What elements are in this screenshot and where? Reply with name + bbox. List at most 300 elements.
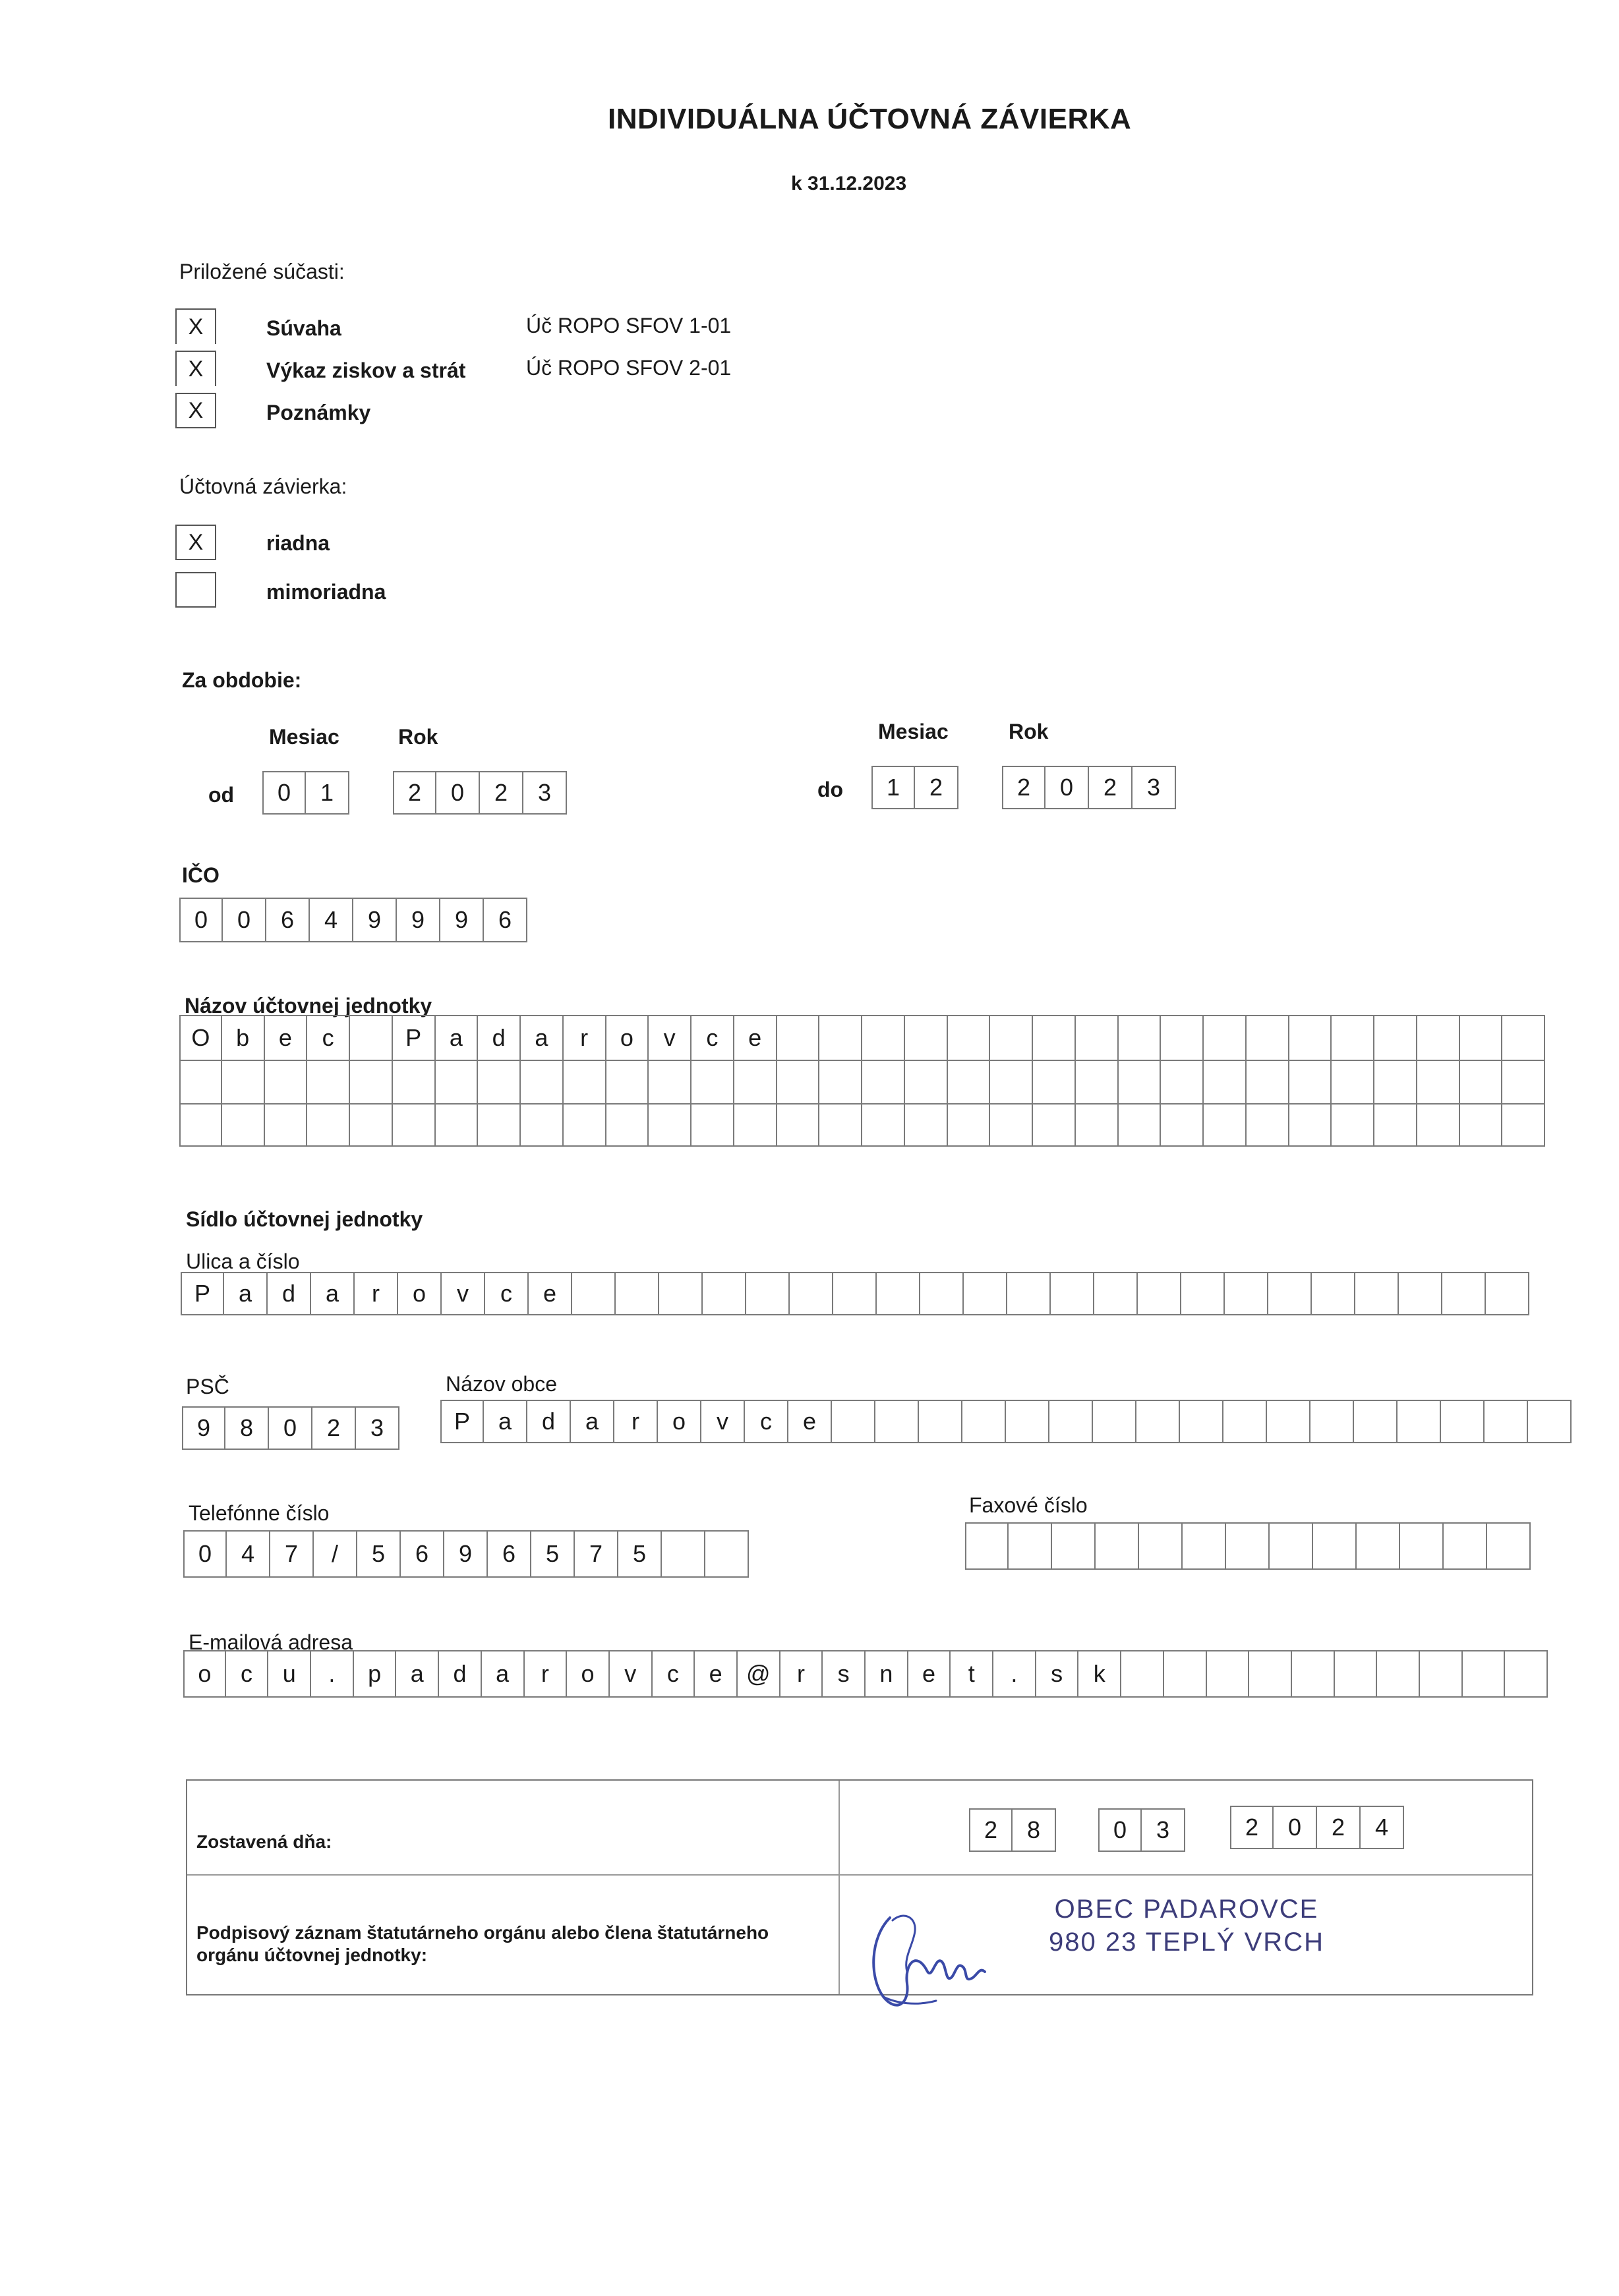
char-box[interactable]	[1161, 1105, 1204, 1147]
char-box[interactable]: u	[268, 1650, 311, 1698]
char-box[interactable]: 3	[1142, 1808, 1185, 1852]
attachments-label: Priložené súčasti:	[179, 260, 345, 283]
char-box[interactable]	[1417, 1061, 1460, 1105]
char-box[interactable]: r	[525, 1650, 568, 1698]
char-box[interactable]	[1289, 1015, 1332, 1061]
char-box[interactable]: P	[181, 1272, 224, 1315]
char-box[interactable]	[1136, 1400, 1180, 1443]
street-boxes[interactable]	[181, 1272, 1529, 1315]
char-box[interactable]	[1033, 1015, 1076, 1061]
char-box[interactable]: 9	[444, 1530, 488, 1578]
char-box[interactable]: 2	[1230, 1806, 1274, 1849]
char-box[interactable]	[948, 1061, 991, 1105]
char-box[interactable]	[777, 1105, 820, 1147]
char-box[interactable]	[1007, 1272, 1051, 1315]
char-box[interactable]	[1332, 1061, 1374, 1105]
char-box[interactable]	[1460, 1015, 1503, 1061]
char-box[interactable]	[1400, 1522, 1444, 1570]
char-box[interactable]	[1207, 1650, 1250, 1698]
char-box[interactable]	[1502, 1015, 1545, 1061]
char-box[interactable]: 0	[1274, 1806, 1317, 1849]
attachment-label-suvaha: Súvaha	[266, 316, 341, 340]
char-box[interactable]	[1076, 1105, 1119, 1147]
char-box[interactable]	[1181, 1272, 1225, 1315]
char-box[interactable]: o	[606, 1015, 649, 1061]
ico-boxes[interactable]	[179, 898, 527, 942]
char-box[interactable]: 0	[436, 771, 480, 815]
char-box[interactable]: e	[529, 1272, 572, 1315]
char-box[interactable]	[649, 1105, 692, 1147]
char-box[interactable]: a	[521, 1015, 564, 1061]
char-box[interactable]: a	[571, 1400, 614, 1443]
char-box[interactable]: 9	[440, 898, 484, 942]
attachment-code-suvaha: Úč ROPO SFOV 1-01	[526, 314, 732, 337]
period-from-year-boxes[interactable]	[393, 771, 567, 815]
char-box[interactable]: v	[610, 1650, 653, 1698]
char-box[interactable]	[862, 1061, 905, 1105]
char-box[interactable]	[1463, 1650, 1506, 1698]
signature-table-column-divider	[839, 1781, 840, 1994]
char-box[interactable]: 0	[183, 1530, 227, 1578]
char-box[interactable]: 2	[393, 771, 436, 815]
entity-name-row-2[interactable]	[179, 1061, 1545, 1105]
char-box[interactable]	[1204, 1015, 1247, 1061]
char-box[interactable]: t	[951, 1650, 993, 1698]
handwritten-signature	[864, 1898, 995, 2023]
period-to-year-boxes[interactable]	[1002, 766, 1176, 809]
char-box[interactable]	[1049, 1400, 1093, 1443]
char-box[interactable]	[1312, 1272, 1355, 1315]
char-box[interactable]	[790, 1272, 833, 1315]
char-box[interactable]	[521, 1061, 564, 1105]
char-box[interactable]	[478, 1105, 521, 1147]
char-box[interactable]: 8	[1013, 1808, 1056, 1852]
char-box[interactable]: 0	[223, 898, 266, 942]
entity-name-row-3[interactable]	[179, 1105, 1545, 1147]
char-box[interactable]	[1332, 1015, 1374, 1061]
char-box[interactable]: r	[355, 1272, 398, 1315]
char-box[interactable]: 3	[356, 1406, 399, 1450]
char-box[interactable]	[1161, 1061, 1204, 1105]
statement-type-label: Účtovná závierka:	[179, 474, 347, 498]
char-box[interactable]: r	[614, 1400, 658, 1443]
signature-label: Podpisový záznam štatutárneho orgánu alebo člena štatutárneho orgánu účtovnej jednotky:	[196, 1922, 769, 1965]
char-box[interactable]	[222, 1105, 265, 1147]
compiled-year-boxes[interactable]	[1230, 1806, 1404, 1849]
char-box[interactable]	[1051, 1272, 1094, 1315]
char-box[interactable]	[307, 1105, 350, 1147]
char-box[interactable]	[265, 1061, 308, 1105]
document-title: INDIVIDUÁLNA ÚČTOVNÁ ZÁVIERKA	[608, 103, 1132, 135]
char-box[interactable]: c	[485, 1272, 529, 1315]
char-box[interactable]	[1180, 1400, 1223, 1443]
char-box[interactable]	[1487, 1522, 1531, 1570]
char-box[interactable]	[948, 1105, 991, 1147]
char-box[interactable]	[521, 1105, 564, 1147]
char-box[interactable]: o	[658, 1400, 701, 1443]
period-from-year-label: Rok	[398, 725, 438, 749]
char-box[interactable]: e	[265, 1015, 308, 1061]
compiled-month-boxes[interactable]	[1098, 1808, 1185, 1852]
char-box[interactable]: 2	[480, 771, 523, 815]
char-box[interactable]	[1076, 1061, 1119, 1105]
char-box[interactable]	[1183, 1522, 1226, 1570]
char-box[interactable]	[905, 1105, 948, 1147]
char-box[interactable]	[1139, 1522, 1183, 1570]
email-boxes[interactable]	[183, 1650, 1548, 1698]
char-box[interactable]	[1204, 1061, 1247, 1105]
char-box[interactable]	[1374, 1061, 1417, 1105]
char-box[interactable]	[662, 1530, 705, 1578]
char-box[interactable]	[222, 1061, 265, 1105]
char-box[interactable]: r	[564, 1015, 606, 1061]
char-box[interactable]	[1076, 1015, 1119, 1061]
char-box[interactable]	[1247, 1105, 1289, 1147]
char-box[interactable]	[1204, 1105, 1247, 1147]
char-box[interactable]	[606, 1105, 649, 1147]
address-label: Sídlo účtovnej jednotky	[186, 1207, 423, 1231]
period-to-month-boxes[interactable]	[871, 766, 958, 809]
psc-boxes[interactable]	[182, 1406, 399, 1450]
attachment-label-poznamky: Poznámky	[266, 401, 371, 424]
char-box[interactable]	[1223, 1400, 1267, 1443]
period-to-year-label: Rok	[1009, 720, 1049, 743]
char-box[interactable]	[833, 1272, 877, 1315]
char-box[interactable]: 7	[575, 1530, 618, 1578]
char-box[interactable]: 4	[227, 1530, 270, 1578]
period-from-month-label: Mesiac	[269, 725, 339, 749]
char-box[interactable]	[819, 1061, 862, 1105]
statement-type-label-mimoriadna: mimoriadna	[266, 580, 386, 604]
char-box[interactable]	[1354, 1400, 1398, 1443]
entity-name-row-1[interactable]	[179, 1015, 1545, 1061]
char-box[interactable]: k	[1078, 1650, 1121, 1698]
period-to-label: do	[817, 778, 844, 801]
char-box[interactable]	[1226, 1522, 1270, 1570]
document-date: k 31.12.2023	[791, 173, 907, 194]
char-box[interactable]	[746, 1272, 790, 1315]
char-box[interactable]	[307, 1061, 350, 1105]
char-box[interactable]	[1442, 1272, 1486, 1315]
char-box[interactable]: e	[695, 1650, 738, 1698]
city-boxes[interactable]	[440, 1400, 1572, 1443]
char-box[interactable]	[990, 1061, 1033, 1105]
char-box[interactable]	[1335, 1650, 1378, 1698]
char-box[interactable]: c	[307, 1015, 350, 1061]
char-box[interactable]	[1460, 1061, 1503, 1105]
char-box[interactable]: P	[393, 1015, 436, 1061]
char-box[interactable]: 5	[357, 1530, 401, 1578]
char-box[interactable]	[1247, 1015, 1289, 1061]
char-box[interactable]	[862, 1015, 905, 1061]
char-box[interactable]	[1502, 1061, 1545, 1105]
char-box[interactable]	[1033, 1061, 1076, 1105]
char-box[interactable]	[1355, 1272, 1399, 1315]
char-box[interactable]	[920, 1272, 964, 1315]
char-box[interactable]	[350, 1061, 393, 1105]
char-box[interactable]	[832, 1400, 875, 1443]
char-box[interactable]	[965, 1522, 1009, 1570]
char-box[interactable]	[564, 1105, 606, 1147]
char-box[interactable]: e	[908, 1650, 951, 1698]
phone-boxes[interactable]	[183, 1530, 749, 1578]
char-box[interactable]	[990, 1105, 1033, 1147]
char-box[interactable]	[1052, 1522, 1096, 1570]
char-box[interactable]	[1096, 1522, 1139, 1570]
char-box[interactable]	[1249, 1650, 1292, 1698]
char-box[interactable]: a	[224, 1272, 268, 1315]
char-box[interactable]: v	[649, 1015, 692, 1061]
char-box[interactable]: 7	[270, 1530, 314, 1578]
char-box[interactable]: r	[780, 1650, 823, 1698]
char-box[interactable]	[1009, 1522, 1052, 1570]
char-box[interactable]: o	[398, 1272, 442, 1315]
char-box[interactable]	[962, 1400, 1006, 1443]
stamp-line-2: 980 23 TEPLÝ VRCH	[1049, 1928, 1324, 1957]
char-box[interactable]	[659, 1272, 703, 1315]
statement-type-checkbox-riadna[interactable]: X	[175, 525, 216, 560]
char-box[interactable]: 9	[397, 898, 440, 942]
char-box[interactable]	[1417, 1015, 1460, 1061]
char-box[interactable]	[1310, 1400, 1354, 1443]
statement-type-label-riadna: riadna	[266, 531, 330, 555]
char-box[interactable]: p	[354, 1650, 397, 1698]
char-box[interactable]	[1119, 1015, 1162, 1061]
char-box[interactable]	[1138, 1272, 1181, 1315]
char-box[interactable]: 1	[871, 766, 915, 809]
char-box[interactable]: e	[788, 1400, 832, 1443]
char-box[interactable]	[1033, 1105, 1076, 1147]
char-box[interactable]: 3	[523, 771, 567, 815]
char-box[interactable]: b	[222, 1015, 265, 1061]
char-box[interactable]: 2	[1317, 1806, 1361, 1849]
char-box[interactable]	[350, 1105, 393, 1147]
char-box[interactable]	[990, 1015, 1033, 1061]
char-box[interactable]	[948, 1015, 991, 1061]
char-box[interactable]	[1164, 1650, 1207, 1698]
char-box[interactable]: c	[745, 1400, 788, 1443]
char-box[interactable]	[1267, 1400, 1310, 1443]
char-box[interactable]: 0	[179, 898, 223, 942]
phone-label: Telefónne číslo	[189, 1501, 330, 1525]
char-box[interactable]: a	[436, 1015, 479, 1061]
char-box[interactable]	[1399, 1272, 1442, 1315]
char-box[interactable]	[1313, 1522, 1357, 1570]
char-box[interactable]	[1398, 1400, 1441, 1443]
char-box[interactable]: .	[993, 1650, 1036, 1698]
char-box[interactable]	[606, 1061, 649, 1105]
period-label: Za obdobie:	[182, 668, 302, 692]
statement-type-checkbox-mimoriadna[interactable]	[175, 572, 216, 608]
char-box[interactable]: s	[823, 1650, 866, 1698]
char-box[interactable]	[1093, 1400, 1136, 1443]
compiled-day-boxes[interactable]	[969, 1808, 1056, 1852]
char-box[interactable]	[692, 1061, 734, 1105]
char-box[interactable]	[350, 1015, 393, 1061]
char-box[interactable]: /	[314, 1530, 357, 1578]
char-box[interactable]: 2	[312, 1406, 356, 1450]
city-label: Názov obce	[446, 1372, 557, 1396]
period-from-label: od	[208, 783, 235, 807]
char-box[interactable]	[1528, 1400, 1572, 1443]
char-box[interactable]	[964, 1272, 1007, 1315]
char-box[interactable]: s	[1036, 1650, 1079, 1698]
char-box[interactable]	[1332, 1105, 1374, 1147]
char-box[interactable]	[1119, 1061, 1162, 1105]
street-label: Ulica a číslo	[186, 1249, 300, 1273]
char-box[interactable]	[862, 1105, 905, 1147]
char-box[interactable]	[616, 1272, 659, 1315]
char-box[interactable]	[478, 1061, 521, 1105]
email-label: E-mailová adresa	[189, 1630, 353, 1654]
char-box[interactable]	[1119, 1105, 1162, 1147]
ico-label: IČO	[182, 863, 220, 887]
attachment-label-vykaz: Výkaz ziskov a strát	[266, 359, 466, 382]
char-box[interactable]: 0	[262, 771, 306, 815]
char-box[interactable]: 0	[269, 1406, 312, 1450]
char-box[interactable]	[919, 1400, 962, 1443]
char-box[interactable]	[1486, 1272, 1529, 1315]
char-box[interactable]: d	[478, 1015, 521, 1061]
char-box[interactable]: 6	[488, 1530, 531, 1578]
char-box[interactable]: o	[567, 1650, 610, 1698]
char-box[interactable]	[1121, 1650, 1164, 1698]
char-box[interactable]	[1357, 1522, 1400, 1570]
char-box[interactable]	[1289, 1061, 1332, 1105]
char-box[interactable]	[734, 1061, 777, 1105]
char-box[interactable]: d	[439, 1650, 482, 1698]
attachment-checkbox-suvaha[interactable]: X	[175, 308, 216, 344]
period-from-month-boxes[interactable]	[262, 771, 349, 815]
char-box[interactable]: 5	[618, 1530, 662, 1578]
char-box[interactable]	[564, 1061, 606, 1105]
char-box[interactable]: P	[440, 1400, 484, 1443]
char-box[interactable]: 2	[1002, 766, 1045, 809]
char-box[interactable]	[692, 1105, 734, 1147]
psc-label: PSČ	[186, 1375, 229, 1398]
char-box[interactable]	[877, 1272, 920, 1315]
char-box[interactable]	[1247, 1061, 1289, 1105]
char-box[interactable]: e	[734, 1015, 777, 1061]
signature-table-divider	[187, 1874, 1532, 1876]
char-box[interactable]	[572, 1272, 616, 1315]
char-box[interactable]	[1417, 1105, 1460, 1147]
char-box[interactable]	[179, 1105, 222, 1147]
char-box[interactable]: 6	[484, 898, 527, 942]
char-box[interactable]	[1268, 1272, 1312, 1315]
char-box[interactable]: 5	[531, 1530, 575, 1578]
char-box[interactable]: d	[527, 1400, 571, 1443]
char-box[interactable]: 2	[969, 1808, 1013, 1852]
char-box[interactable]: 1	[306, 771, 349, 815]
char-box[interactable]	[393, 1061, 436, 1105]
attachment-checkbox-poznamky[interactable]: X	[175, 393, 216, 428]
char-box[interactable]	[179, 1061, 222, 1105]
attachment-code-vykaz: Úč ROPO SFOV 2-01	[526, 356, 732, 380]
char-box[interactable]	[1225, 1272, 1268, 1315]
char-box[interactable]	[905, 1061, 948, 1105]
char-box[interactable]	[1289, 1105, 1332, 1147]
fax-label: Faxové číslo	[969, 1493, 1088, 1517]
char-box[interactable]: n	[866, 1650, 908, 1698]
entity-name-label: Názov účtovnej jednotky	[185, 994, 432, 1018]
char-box[interactable]	[1377, 1650, 1420, 1698]
char-box[interactable]	[819, 1015, 862, 1061]
char-box[interactable]	[905, 1015, 948, 1061]
compiled-date-label: Zostavená dňa:	[196, 1831, 332, 1852]
char-box[interactable]	[1292, 1650, 1335, 1698]
char-box[interactable]: 4	[310, 898, 353, 942]
char-box[interactable]	[1460, 1105, 1503, 1147]
char-box[interactable]	[649, 1061, 692, 1105]
char-box[interactable]	[1374, 1105, 1417, 1147]
char-box[interactable]: 9	[353, 898, 397, 942]
char-box[interactable]: a	[396, 1650, 439, 1698]
char-box[interactable]: .	[311, 1650, 354, 1698]
char-box[interactable]	[1502, 1105, 1545, 1147]
char-box[interactable]	[705, 1530, 749, 1578]
char-box[interactable]	[1420, 1650, 1463, 1698]
char-box[interactable]: O	[179, 1015, 222, 1061]
char-box[interactable]: a	[311, 1272, 355, 1315]
char-box[interactable]: v	[442, 1272, 485, 1315]
char-box[interactable]	[777, 1061, 820, 1105]
official-stamp	[1015, 1893, 1358, 1959]
char-box[interactable]	[777, 1015, 820, 1061]
char-box[interactable]	[436, 1105, 479, 1147]
char-box[interactable]	[1485, 1400, 1528, 1443]
char-box[interactable]: c	[226, 1650, 269, 1698]
char-box[interactable]	[819, 1105, 862, 1147]
char-box[interactable]: c	[653, 1650, 695, 1698]
char-box[interactable]: c	[692, 1015, 734, 1061]
char-box[interactable]	[875, 1400, 919, 1443]
char-box[interactable]	[734, 1105, 777, 1147]
char-box[interactable]: d	[268, 1272, 311, 1315]
char-box[interactable]: a	[482, 1650, 525, 1698]
char-box[interactable]: 8	[225, 1406, 269, 1450]
char-box[interactable]	[1444, 1522, 1487, 1570]
char-box[interactable]: 3	[1133, 766, 1176, 809]
char-box[interactable]	[436, 1061, 479, 1105]
char-box[interactable]: 6	[401, 1530, 444, 1578]
stamp-line-1: OBEC PADAROVCE	[1054, 1895, 1319, 1924]
char-box[interactable]: a	[484, 1400, 527, 1443]
char-box[interactable]	[393, 1105, 436, 1147]
char-box[interactable]	[1441, 1400, 1485, 1443]
char-box[interactable]: 9	[182, 1406, 225, 1450]
char-box[interactable]	[265, 1105, 308, 1147]
char-box[interactable]	[1270, 1522, 1313, 1570]
char-box[interactable]: 6	[266, 898, 310, 942]
char-box[interactable]	[1505, 1650, 1548, 1698]
char-box[interactable]: v	[701, 1400, 745, 1443]
attachment-checkbox-vykaz[interactable]: X	[175, 351, 216, 386]
char-box[interactable]	[1374, 1015, 1417, 1061]
char-box[interactable]: 4	[1361, 1806, 1404, 1849]
char-box[interactable]: 0	[1045, 766, 1089, 809]
char-box[interactable]	[703, 1272, 746, 1315]
fax-boxes[interactable]	[965, 1522, 1531, 1570]
char-box[interactable]: @	[738, 1650, 780, 1698]
char-box[interactable]	[1094, 1272, 1138, 1315]
char-box[interactable]	[1161, 1015, 1204, 1061]
char-box[interactable]: o	[183, 1650, 226, 1698]
char-box[interactable]: 0	[1098, 1808, 1142, 1852]
char-box[interactable]	[1006, 1400, 1049, 1443]
char-box[interactable]: 2	[915, 766, 958, 809]
char-box[interactable]: 2	[1089, 766, 1133, 809]
